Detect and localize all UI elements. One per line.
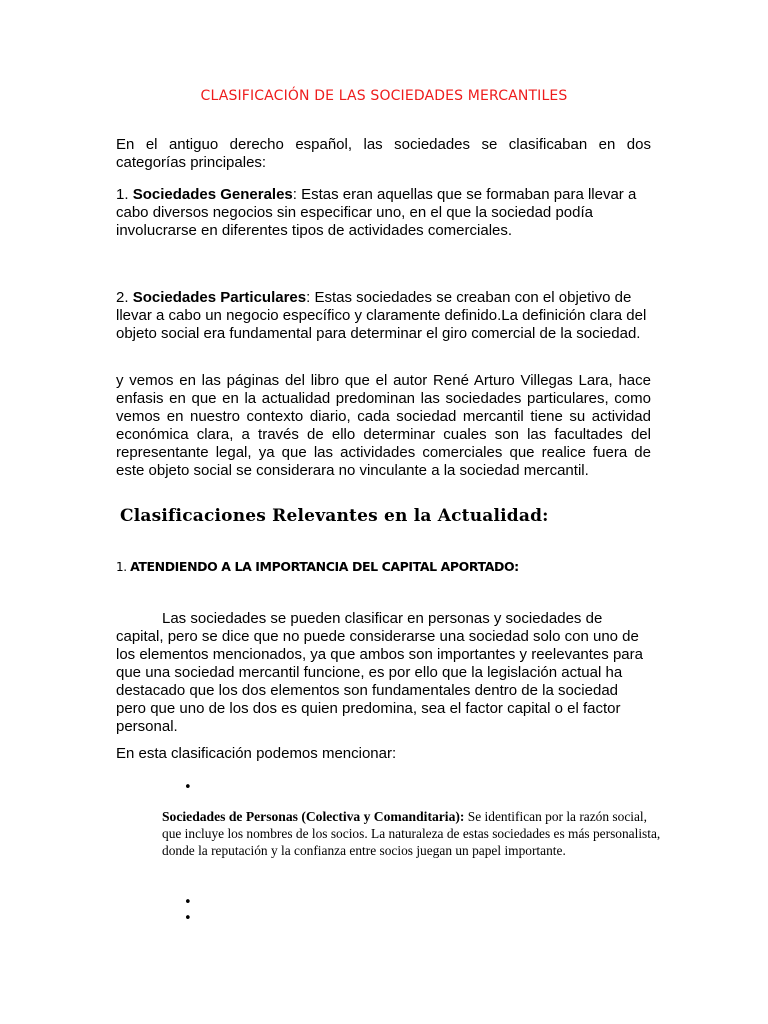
item-number: 2. bbox=[116, 289, 133, 306]
subsection-label: ATENDIENDO A LA IMPORTANCIA DEL CAPITAL APORTADO: bbox=[130, 559, 519, 574]
item-number: 1. bbox=[116, 186, 133, 203]
bullet-marker: • bbox=[184, 895, 192, 910]
item-sociedades-generales bbox=[116, 186, 651, 240]
item-text: : Estas eran aquellas que se formaban para llevar a cabo diversos negocios sin especificar uno, en el que la sociedad podía involucrarse en diferentes tipos de actividades comerciales. bbox=[116, 186, 637, 239]
bullet-marker: • bbox=[184, 780, 192, 795]
villegas-paragraph: y vemos en las páginas del libro que el autor René Arturo Villegas Lara, hace enfasis en que en la actualidad predominan las sociedades particulares, como vemos en nuestro contexto diario, cada sociedad mercantil tiene su actividad económica clara, a través de ello determinar cuales son las facultades del representante legal, ya que las actividades comerciales que realice fuera de este objeto social se considerara no vinculante a la sociedad mercantil. bbox=[116, 372, 651, 479]
item-label: Sociedades Generales bbox=[132, 186, 293, 203]
intro-paragraph: En el antiguo derecho español, las sociedades se clasificaban en dos categorías principales: bbox=[116, 136, 651, 171]
item-text: : Estas sociedades se creaban con el objetivo de llevar a cabo un negocio específico y claramente definido.La definición clara del objeto social era fundamental para determinar el giro comercial de la sociedad. bbox=[116, 289, 647, 342]
section-heading: Clasificaciones Relevantes en la Actualidad: bbox=[120, 506, 549, 526]
subsection-number: 1. bbox=[116, 560, 131, 574]
subsection-heading bbox=[116, 558, 519, 576]
personas-text: Se identifican por la razón social, que incluye los nombres de los socios. La naturaleza de estas sociedades es más personalista, donde la reputación y la confianza entre socios juegan un papel importante. bbox=[162, 809, 661, 858]
capital-paragraph: Las sociedades se pueden clasificar en personas y sociedades de capital, pero se dice que no puede considerarse una sociedad solo con uno de los elementos mencionados, ya que ambos son importantes y reelevantes para que una sociedad mercantil funcione, es por ello que la legislación actual ha destacado que los dos elementos son fundamentales dentro de la sociedad pero que uno de los dos es quien predomina, sea el factor capital o el factor personal. bbox=[116, 610, 643, 735]
mention-line: En esta clasificación podemos mencionar: bbox=[116, 745, 397, 762]
document-title: CLASIFICACIÓN DE LAS SOCIEDADES MERCANTILES bbox=[200, 88, 568, 104]
personas-label: Sociedades de Personas (Colectiva y Comanditaria): bbox=[162, 809, 465, 824]
bullet-marker: • bbox=[184, 911, 192, 926]
sociedades-personas-paragraph bbox=[162, 808, 662, 859]
item-label: Sociedades Particulares bbox=[132, 289, 307, 306]
item-sociedades-particulares bbox=[116, 289, 651, 343]
